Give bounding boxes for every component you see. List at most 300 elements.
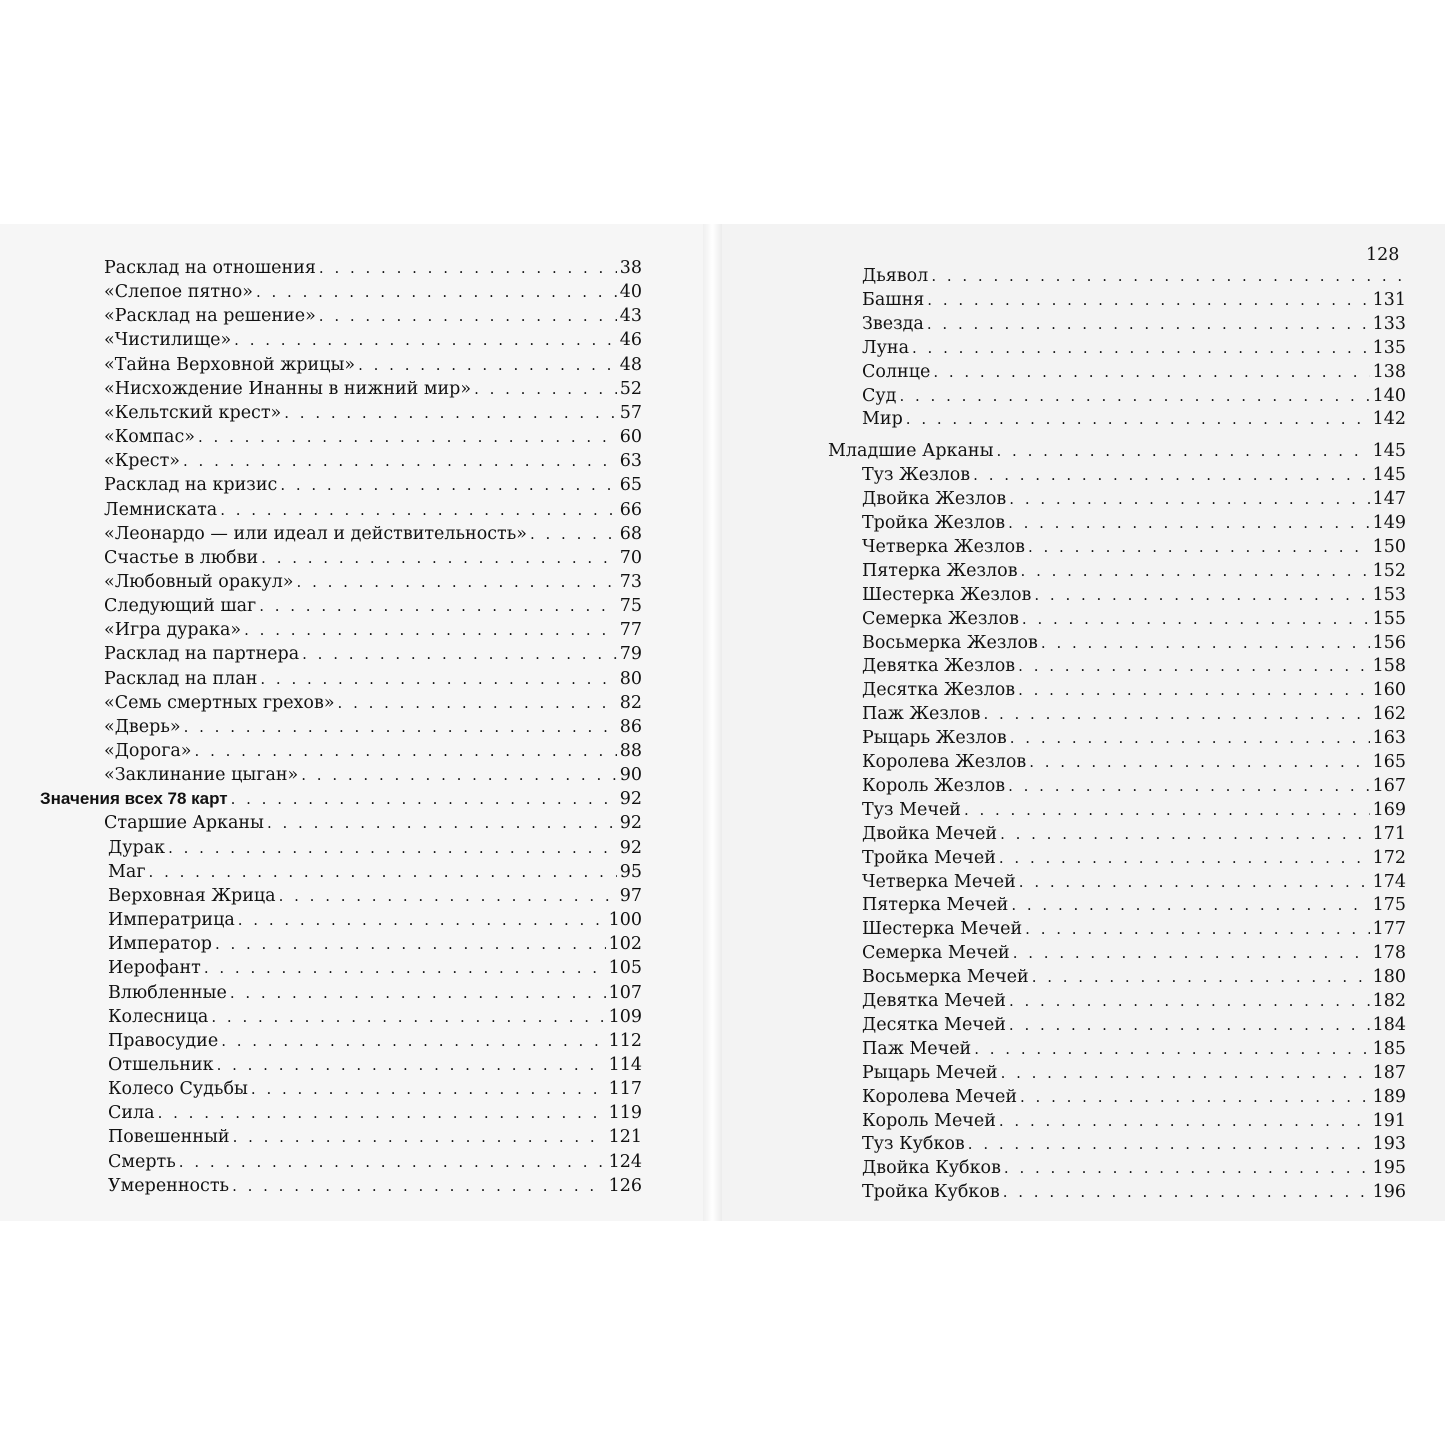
dot-leader [1025,917,1369,941]
toc-entry-title: Пятерка Мечей [862,895,1009,916]
dot-leader [1010,726,1370,750]
toc-entry [862,583,1406,607]
toc-entry-title: Колесница [108,1006,209,1027]
toc-entry-title: «Крест» [104,451,180,472]
left-page [0,224,703,1221]
toc-entry-page: 147 [1372,489,1406,510]
dot-leader [1028,535,1370,559]
toc-entry [862,264,1406,288]
toc-entry-title: Девятка Жезлов [862,656,1016,677]
toc-entry-page: 121 [608,1127,642,1148]
toc-entry-page: 90 [619,765,642,786]
toc-entry-page: 155 [1372,608,1406,629]
dot-leader [232,1174,606,1198]
toc-entry [862,678,1406,702]
toc-entry-page: 184 [1372,1014,1406,1035]
dot-leader [195,739,617,763]
toc-entry-page: 97 [619,885,642,906]
dot-leader [912,336,1370,360]
dot-leader [1029,750,1369,774]
dot-leader [297,570,617,594]
toc-entry [108,884,642,908]
toc-entry-page: 107 [608,982,642,1003]
dot-leader [999,846,1370,870]
dot-leader [1041,631,1370,655]
dot-leader [220,498,617,522]
dot-leader [215,932,606,956]
toc-entry-title: Четверка Жезлов [862,536,1025,557]
toc-entry-title: Младшие Арканы [828,441,994,462]
toc-entry [862,965,1406,989]
toc-entry [862,941,1406,965]
dot-leader [319,256,617,280]
toc-entry [862,535,1406,559]
dot-leader [338,691,617,715]
dot-leader [1013,941,1370,965]
toc-entry-title: Башня [862,289,925,310]
toc-entry [862,917,1406,941]
toc-entry [104,304,642,328]
toc-entry [104,353,642,377]
toc-entry [104,811,642,835]
toc-entry-page: 92 [619,789,642,810]
toc-entry [862,1156,1406,1180]
dot-leader [244,618,617,642]
toc-entry [104,691,642,715]
dot-leader [267,811,617,835]
toc-entry-title: «Любовный оракул» [104,571,294,592]
dot-leader [168,836,617,860]
dot-leader [179,1150,606,1174]
toc-entry [862,559,1406,583]
toc-entry-title: Королева Мечей [862,1086,1018,1107]
toc-entry-page: 92 [619,813,642,834]
toc-entry [108,956,642,980]
toc-entry [108,1005,642,1029]
toc-entry-title: Двойка Жезлов [862,489,1007,510]
toc-entry-page: 172 [1372,847,1406,868]
dot-leader [1003,1180,1370,1204]
toc-entry-title: Король Мечей [862,1110,996,1131]
toc-entry-title: Верховная Жрица [108,885,276,906]
toc-entry-title: «Дорога» [104,741,192,761]
toc-entry-page: 75 [619,596,642,617]
toc-entry [108,1174,642,1198]
toc-entry [104,546,642,570]
dot-leader [1022,607,1370,631]
toc-entry-title: Расклад на план [104,668,258,689]
dot-leader [968,1132,1370,1156]
toc-entry-page: 95 [619,861,642,882]
toc-entry-page: 109 [608,1006,642,1027]
toc-entry [108,1029,642,1053]
toc-entry [108,1077,642,1101]
toc-entry [862,360,1406,384]
toc-entry-title: Дьявол [862,266,929,286]
toc-entry-title: «Дверь» [104,716,181,737]
toc-entry-page: 133 [1372,313,1406,334]
right-page [722,224,1445,1221]
toc-entry [104,377,642,401]
toc-entry-page: 177 [1372,919,1406,940]
toc-entry [108,1125,642,1149]
dot-leader [906,407,1370,431]
toc-entry-title: «Расклад на решение» [104,306,316,327]
dot-leader [974,1037,1369,1061]
toc-entry [862,846,1406,870]
dot-leader [301,763,616,787]
dot-leader [260,667,616,691]
dot-leader [251,1077,606,1101]
toc-entry-page: 135 [1372,337,1406,358]
toc-entry-title: «Леонардо — или идеал и действительность» [104,523,527,544]
dot-leader [927,288,1369,312]
toc-entry [862,1180,1406,1204]
toc-entry-page: 68 [619,523,642,544]
toc-entry [862,702,1406,726]
dot-leader [158,1101,606,1125]
dot-leader [198,425,617,449]
toc-entry-page: 48 [619,354,642,375]
dot-leader [230,981,606,1005]
toc-entry-title: Тройка Мечей [862,847,996,868]
toc-entry [862,870,1406,894]
toc-entry-page: 150 [1372,536,1406,557]
toc-entry [104,763,642,787]
dot-leader [1004,1156,1370,1180]
toc-entry [104,280,642,304]
dot-leader [1032,965,1370,989]
toc-entry [108,860,642,884]
dot-leader [983,702,1369,726]
toc-entry [862,798,1406,822]
toc-entry-page: 57 [619,402,642,423]
toc-entry [104,715,642,739]
toc-entry [108,1053,642,1077]
dot-leader [217,1053,606,1077]
toc-entry-title: «Тайна Верховной жрицы» [104,354,356,375]
toc-entry [104,739,642,763]
toc-entry-title: Девятка Мечей [862,991,1006,1011]
dot-leader [899,384,1369,408]
toc-entry-title: Рыцарь Жезлов [862,728,1007,749]
toc-entry-title: Паж Жезлов [862,704,981,725]
dot-leader [261,546,617,570]
toc-entry [862,384,1406,408]
toc-entry-page: 158 [1372,656,1406,677]
dot-leader [280,473,616,497]
dot-leader [964,798,1370,822]
toc-entry-title: Паж Мечей [862,1038,972,1059]
dot-leader [221,1029,605,1053]
toc-entry [862,336,1406,360]
toc-entry-page: 138 [1372,361,1406,382]
toc-entry [104,473,642,497]
toc-entry-page: 92 [619,837,642,858]
toc-entry [862,463,1406,487]
toc-entry [862,407,1406,431]
dot-leader [1000,822,1370,846]
toc-entry-page: 60 [619,427,642,448]
toc-entry-page: 167 [1372,775,1406,796]
toc-entry-page: 178 [1372,943,1406,964]
toc-entry [862,654,1406,678]
toc-entry-page: 80 [619,668,642,689]
dot-leader [231,787,617,811]
dot-leader [319,304,617,328]
dot-leader [149,860,617,884]
dot-leader [933,360,1369,384]
toc-entry-title: Король Жезлов [862,775,1006,796]
toc-entry-title: Расклад на отношения [104,258,316,278]
toc-entry-title: Отшельник [108,1054,214,1075]
toc-entry [108,981,642,1005]
toc-entry [108,836,642,860]
toc-entry-page: 145 [1372,465,1406,486]
toc-entry-title: Император [108,934,212,955]
toc-entry-page: 65 [619,475,642,496]
toc-entry [104,449,642,473]
toc-entry [104,618,642,642]
toc-entry-page: 193 [1372,1134,1406,1155]
toc-entry [104,522,642,546]
toc-entry-title: Тройка Кубков [862,1182,1000,1203]
toc-entry-title: Лемниската [104,499,218,520]
toc-entry-title: Тройка Жезлов [862,513,1006,533]
toc-entry-page: 112 [608,1030,642,1051]
toc-entry-title: Десятка Жезлов [862,680,1016,701]
dot-leader [1034,583,1369,607]
toc-entry [40,787,642,811]
toc-entry-title: Шестерка Мечей [862,919,1023,940]
dot-leader [284,401,616,425]
toc-entry [862,1132,1406,1156]
toc-entry-title: Умеренность [108,1175,230,1196]
toc-entry-title: «Семь смертных грехов» [104,692,335,713]
toc-entry-page: 171 [1372,823,1406,844]
toc-entry-title: Маг [108,861,146,882]
dot-leader [279,884,617,908]
toc-entry-page: 126 [608,1175,642,1196]
dot-leader [211,1005,605,1029]
toc-entry-title: «Кельтский крест» [104,402,282,423]
toc-entry [862,288,1406,312]
dot-leader [1008,511,1370,535]
toc-entry [862,487,1406,511]
toc-entry [862,750,1406,774]
toc-entry-page: 174 [1372,871,1406,892]
toc-entry [108,932,642,956]
toc-entry [828,439,1406,463]
toc-entry-title: Императрица [108,910,235,931]
toc-entry-page: 189 [1372,1086,1406,1107]
toc-entry [104,498,642,522]
toc-entry-page: 70 [619,547,642,568]
toc-entry-page: 156 [1372,632,1406,653]
toc-entry-page: 142 [1372,409,1406,430]
toc-entry-title: Туз Мечей [862,799,961,820]
dot-leader [1018,654,1369,678]
toc-entry [862,1013,1406,1037]
toc-entry-page: 79 [619,644,642,665]
toc-entry-page: 131 [1372,289,1406,310]
dot-leader [927,312,1370,336]
toc-entry-page: 119 [608,1103,642,1124]
toc-entry-page: 117 [608,1079,642,1100]
toc-entry [862,1085,1406,1109]
toc-entry [862,607,1406,631]
toc-entry-title: Шестерка Жезлов [862,584,1032,605]
toc-entry [104,425,642,449]
dot-leader [1021,559,1370,583]
toc-entry-page: 46 [619,330,642,351]
toc-entry-page: 187 [1372,1062,1406,1083]
toc-entry-page: 169 [1372,799,1406,820]
toc-entry-title: Счастье в любви [104,547,259,568]
toc-entry [108,1150,642,1174]
toc-entry-page: 86 [619,716,642,737]
toc-entry-page: 40 [619,282,642,303]
toc-entry-title: Расклад на кризис [104,475,278,496]
toc-entry-page: 77 [619,620,642,641]
toc-entry [862,989,1406,1013]
toc-entry [104,401,642,425]
toc-entry-title: Суд [862,385,897,406]
toc-entry-title: Луна [862,337,909,358]
toc-entry-page: 140 [1372,385,1406,406]
toc-entry-page: 149 [1372,513,1406,533]
toc-entry-title: Звезда [862,313,924,334]
toc-entry-title: Влюбленные [108,982,227,1003]
dot-leader [474,377,617,401]
toc-entry-page: 163 [1372,728,1406,749]
toc-entry-title: «Компас» [104,427,196,448]
toc-entry-title: Сила [108,1103,155,1124]
toc-entry [104,594,642,618]
toc-entry-page: 38 [619,258,642,278]
toc-entry-page: 124 [608,1151,642,1172]
toc-entry [862,511,1406,535]
toc-entry-title: «Игра дурака» [104,620,242,641]
toc-entry-title: Смерть [108,1151,176,1172]
toc-entry-title: Десятка Мечей [862,1014,1006,1035]
dot-leader [1009,989,1370,1013]
toc-entry-title: Повешенный [108,1127,230,1148]
dot-leader [1009,487,1369,511]
dot-leader [530,522,617,546]
toc-entry-page: 66 [619,499,642,520]
book-gutter [703,224,722,1221]
toc-entry-title: Дурак [108,837,166,858]
toc-entry [104,328,642,352]
dot-leader [1011,893,1369,917]
toc-entry-title: Рыцарь Мечей [862,1062,998,1083]
toc-entry-page: 165 [1372,752,1406,772]
toc-entry-page: 102 [608,934,642,955]
dot-leader [256,280,617,304]
dot-leader [183,449,617,473]
toc-entry-page: 152 [1372,560,1406,581]
toc-entry-page: 52 [619,378,642,399]
dot-leader [184,715,617,739]
dot-leader [1001,1061,1370,1085]
toc-entry [104,570,642,594]
dot-leader [931,264,1403,288]
toc-entry [862,1109,1406,1133]
dot-leader [997,439,1370,463]
toc-entry-page: 43 [619,306,642,327]
toc-entry-title: Мир [862,409,903,430]
toc-entry [862,893,1406,917]
toc-entry [862,312,1406,336]
dot-leader [1020,1085,1370,1109]
toc-entry-title: «Заклинание цыган» [104,765,299,786]
toc-entry-page: 82 [619,692,642,713]
dot-leader [1018,678,1369,702]
toc-entry [862,1037,1406,1061]
toc-entry [104,642,642,666]
toc-entry-title: «Слепое пятно» [104,282,253,303]
toc-entry-title: Старшие Арканы [104,813,264,834]
toc-entry-title: Двойка Мечей [862,823,998,844]
toc-entry [862,822,1406,846]
toc-entry-page: 114 [608,1054,642,1075]
toc-entry-page: 196 [1372,1182,1406,1203]
dot-leader [234,328,617,352]
dot-leader [973,463,1369,487]
toc-entry-title: «Чистилище» [104,330,232,351]
toc-entry-title: Восьмерка Мечей [862,967,1029,988]
dot-leader [302,642,617,666]
dot-leader [259,594,617,618]
toc-entry-title: Двойка Кубков [862,1158,1001,1179]
toc-entry [108,1101,642,1125]
dot-leader [1019,870,1370,894]
toc-entry-page: 195 [1372,1158,1406,1179]
dot-leader [1009,1013,1370,1037]
toc-entry-page: 63 [619,451,642,472]
toc-entry-title: Следующий шаг [104,596,257,617]
toc-entry-title: Колесо Судьбы [108,1079,248,1100]
toc-entry-page: 88 [619,741,642,761]
toc-entry-page: 73 [619,571,642,592]
toc-entry-title: Восьмерка Жезлов [862,632,1038,653]
toc-entry-page: 185 [1372,1038,1406,1059]
toc-entry-page: 180 [1372,967,1406,988]
dot-leader [1008,774,1370,798]
dot-leader [238,908,606,932]
toc-entry-page: 162 [1372,704,1406,725]
toc-entry-title: Иерофант [108,958,201,979]
toc-entry-title: Пятерка Жезлов [862,560,1018,581]
toc-entry [862,1061,1406,1085]
toc-entry-page: 175 [1372,895,1406,916]
dot-leader [233,1125,606,1149]
dot-leader [358,353,617,377]
toc-entry-page: 105 [608,958,642,979]
toc-entry [862,774,1406,798]
dot-leader [204,956,606,980]
toc-entry-title: «Нисхождение Инанны в нижний мир» [104,378,472,399]
dot-leader [999,1109,1370,1133]
toc-entry [104,256,642,280]
toc-entry-page: 160 [1372,680,1406,701]
toc-entry-title: Четверка Мечей [862,871,1016,892]
toc-entry-title: Семерка Мечей [862,943,1010,964]
toc-entry-title: Солнце [862,361,931,382]
toc-entry-page: 191 [1372,1110,1406,1131]
toc-entry-title: Семерка Жезлов [862,608,1019,629]
